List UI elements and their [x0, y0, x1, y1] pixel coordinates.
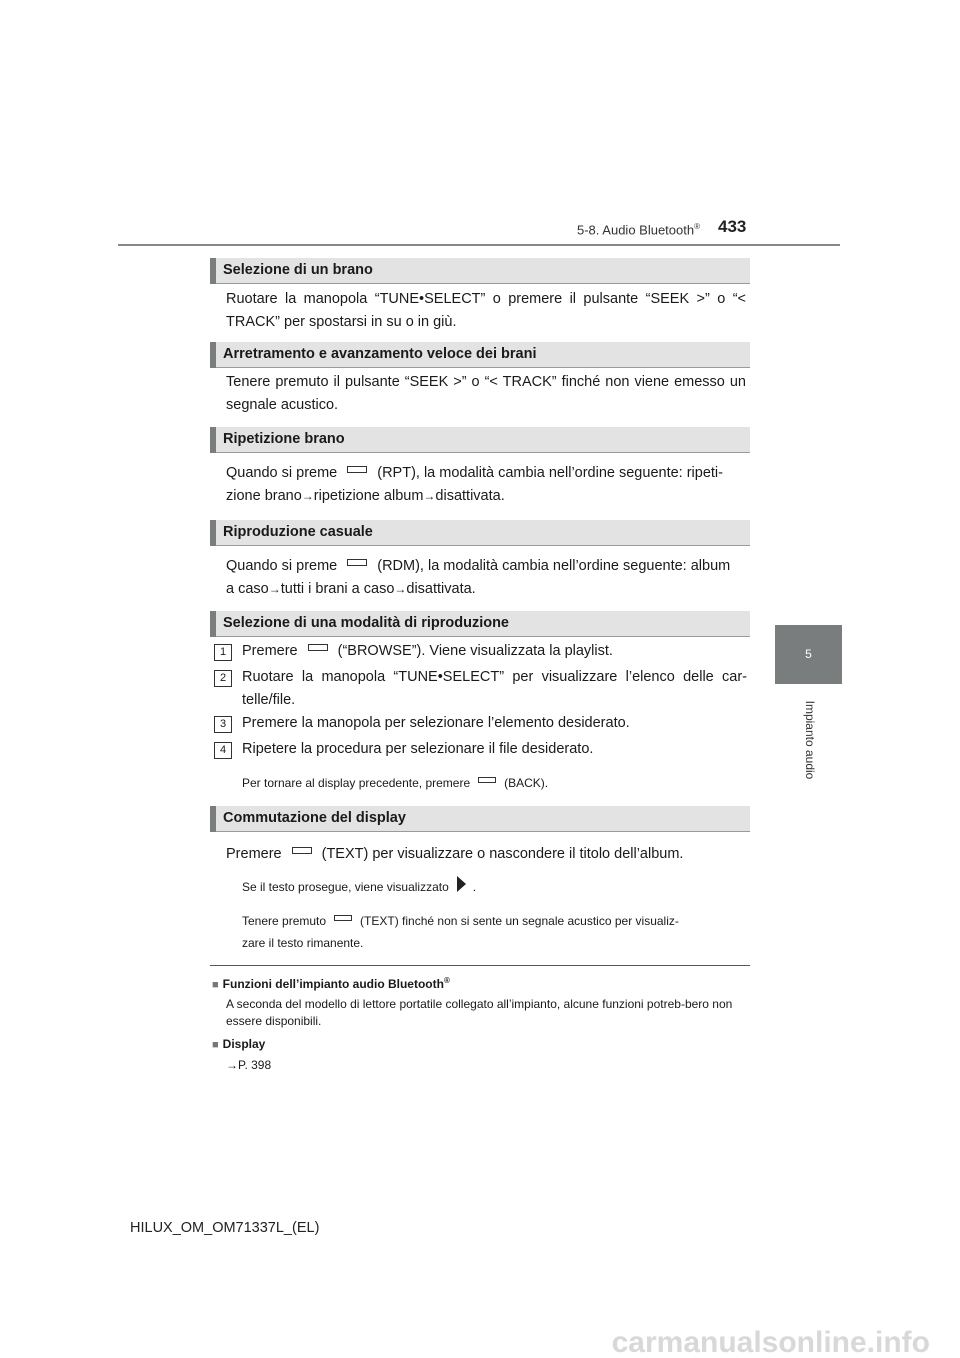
- text: tutti i brani a caso: [280, 581, 395, 597]
- chapter-tab: 5: [775, 625, 842, 684]
- step-number: 3: [214, 716, 232, 733]
- text: zare il testo rimanente.: [242, 936, 364, 950]
- section-heading-text: Ripetizione brano: [223, 431, 345, 447]
- step-number: 2: [214, 670, 232, 687]
- registered-mark: ®: [694, 222, 700, 231]
- text: disattivata.: [435, 488, 505, 504]
- section-heading-text: Arretramento e avanzamento veloce dei brani: [223, 346, 537, 362]
- step-text: Ripetere la procedura per selezionare il file desiderato.: [242, 741, 594, 757]
- text: Quando si preme: [226, 558, 338, 574]
- section-title-text: 5-8. Audio Bluetooth: [577, 222, 695, 238]
- arrow-icon: →: [301, 489, 314, 503]
- paragraph-fast-forward: Tenere premuto il pulsante “SEEK >” o “< TRACK” finché non viene emesso un segnale acustico.: [226, 374, 746, 413]
- text: (BACK).: [504, 776, 549, 790]
- text: zione brano: [226, 488, 302, 504]
- text: Per tornare al display precedente, premere: [242, 776, 471, 790]
- arrow-icon: →: [394, 582, 407, 596]
- step-text: Ruotare la manopola “TUNE•SELECT” per visualizzare l’elenco delle car-telle/file.: [242, 669, 747, 708]
- step-number: 1: [214, 644, 232, 661]
- text: (“BROWSE”). Viene visualizzata la playlist.: [337, 643, 613, 659]
- arrow-icon: →: [226, 1058, 238, 1072]
- info-heading-display: ■ Display: [212, 1037, 265, 1051]
- arrow-icon: →: [423, 489, 436, 503]
- text: (TEXT) finché non si sente un segnale acustico per visualiz-: [360, 914, 679, 928]
- text: Se il testo prosegue, viene visualizzato: [242, 880, 449, 894]
- text: (RPT), la modalità cambia nell’ordine seguente: ripeti-: [377, 465, 723, 481]
- text: (TEXT) per visualizzare o nascondere il titolo dell’album.: [321, 846, 684, 862]
- registered-mark: ®: [443, 976, 450, 985]
- section-heading-text: Commutazione del display: [223, 810, 406, 826]
- arrow-icon: →: [268, 582, 281, 596]
- watermark-text: carmanualsonline.info: [611, 1326, 930, 1358]
- document-code: HILUX_OM_OM71337L_(EL): [130, 1220, 320, 1236]
- page-number: 433: [718, 217, 747, 236]
- info-text-functions: A seconda del modello di lettore portatile collegato all’impianto, alcune funzioni potreb-bero non essere disponibili.: [226, 997, 733, 1028]
- text: Premere: [242, 643, 298, 659]
- section-heading-text: Riproduzione casuale: [223, 524, 373, 540]
- step-text: Premere la manopola per selezionare l’elemento desiderato.: [242, 715, 630, 731]
- step-number: 4: [214, 742, 232, 759]
- text: .: [472, 880, 477, 894]
- section-heading-text: Selezione di un brano: [223, 262, 373, 278]
- page-reference-link[interactable]: P. 398: [238, 1058, 272, 1072]
- section-heading-text: Selezione di una modalità di riproduzione: [223, 615, 509, 631]
- text: Funzioni dell’impianto audio Bluetooth: [222, 977, 444, 991]
- text: Tenere premuto: [242, 914, 327, 928]
- text: (RDM), la modalità cambia nell’ordine seguente: album: [377, 558, 731, 574]
- text: a caso: [226, 581, 269, 597]
- text: Quando si preme: [226, 465, 338, 481]
- text: Premere: [226, 846, 282, 862]
- chapter-label-text: Impianto audio: [803, 700, 817, 780]
- paragraph-track-select: Ruotare la manopola “TUNE•SELECT” o premere il pulsante “SEEK >” o “< TRACK” per spostarsi in su o in giù.: [226, 291, 746, 330]
- text: ripetizione album: [313, 488, 424, 504]
- text: disattivata.: [406, 581, 476, 597]
